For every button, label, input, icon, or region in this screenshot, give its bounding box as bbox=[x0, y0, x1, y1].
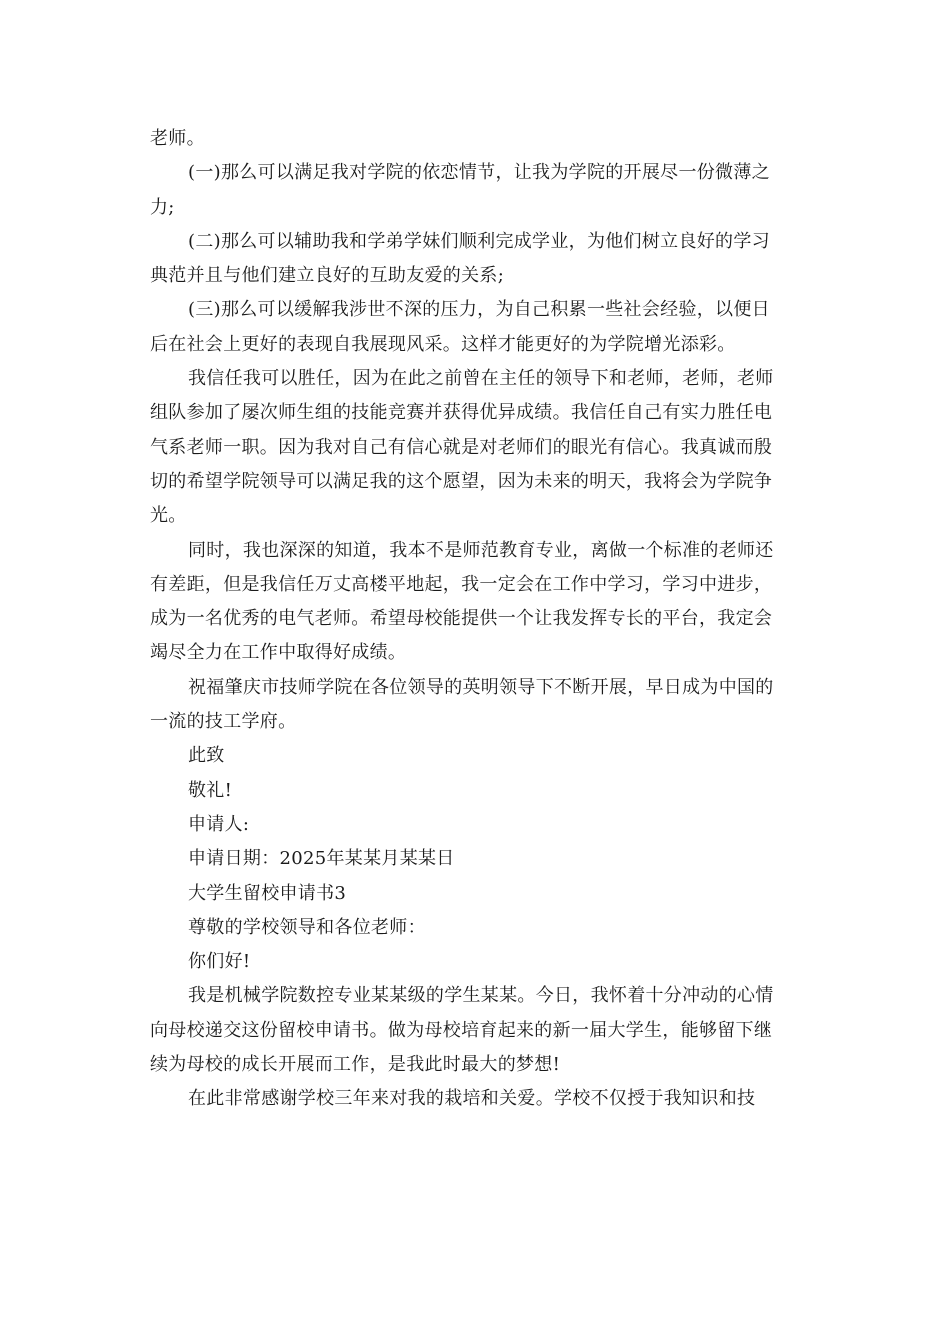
text-line: 力; bbox=[150, 196, 175, 218]
text-line: 我是机械学院数控专业某某级的学生某某。今日，我怀着十分冲动的心情 bbox=[188, 985, 774, 1007]
text-line: 在此非常感谢学校三年来对我的栽培和关爱。学校不仅授于我知识和技 bbox=[188, 1088, 756, 1110]
greeting-line: 你们好! bbox=[188, 951, 251, 973]
text-line: 有差距，但是我信任万丈高楼平地起，我一定会在工作中学习，学习中进步， bbox=[150, 573, 773, 595]
text-line: 组队参加了屡次师生组的技能竞赛并获得优异成绩。我信任自己有实力胜任电 bbox=[150, 402, 773, 424]
text-line: 竭尽全力在工作中取得好成绩。 bbox=[150, 642, 407, 664]
text-line: (二)那么可以辅助我和学弟学妹们顺利完成学业，为他们树立良好的学习 bbox=[188, 230, 770, 252]
closing-salutation: 此致 bbox=[188, 745, 225, 767]
text-line: (三)那么可以缓解我涉世不深的压力，为自己积累一些社会经验，以便日 bbox=[188, 299, 770, 321]
greeting-line: 尊敬的学校领导和各位老师： bbox=[188, 916, 426, 938]
application-date: 申请日期：2025年某某月某某日 bbox=[188, 848, 455, 870]
text-line: 同时，我也深深的知道，我本不是师范教育专业，离做一个标准的老师还 bbox=[188, 539, 774, 561]
text-line: 一流的技工学府。 bbox=[150, 711, 297, 733]
text-line: 祝福肇庆市技师学院在各位领导的英明领导下不断开展，早日成为中国的 bbox=[188, 676, 774, 698]
text-line: 切的希望学院领导可以满足我的这个愿望，因为未来的明天，我将会为学院争 bbox=[150, 470, 773, 492]
text-line: 后在社会上更好的表现自我展现风采。这样才能更好的为学院增光添彩。 bbox=[150, 333, 736, 355]
text-line: 我信任我可以胜任，因为在此之前曾在主任的领导下和老师，老师，老师 bbox=[188, 368, 774, 390]
text-line: (一)那么可以满足我对学院的依恋情节，让我为学院的开展尽一份微薄之 bbox=[188, 162, 770, 184]
text-line: 气系老师一职。因为我对自己有信心就是对老师们的眼光有信心。我真诚而殷 bbox=[150, 436, 773, 458]
text-line: 成为一名优秀的电气老师。希望母校能提供一个让我发挥专长的平台，我定会 bbox=[150, 608, 773, 630]
applicant-label: 申请人: bbox=[188, 813, 250, 835]
section-title: 大学生留校申请书3 bbox=[188, 882, 347, 904]
text-line: 光。 bbox=[150, 505, 187, 527]
text-line: 老师。 bbox=[150, 128, 205, 149]
text-line: 向母校递交这份留校申请书。做为母校培育起来的新一届大学生，能够留下继 bbox=[150, 1019, 773, 1041]
text-line: 典范并且与他们建立良好的互助友爱的关系; bbox=[150, 265, 505, 287]
text-line: 续为母校的成长开展而工作，是我此时最大的梦想! bbox=[150, 1054, 561, 1076]
closing-regards: 敬礼! bbox=[188, 779, 233, 801]
document-body bbox=[150, 122, 802, 1117]
